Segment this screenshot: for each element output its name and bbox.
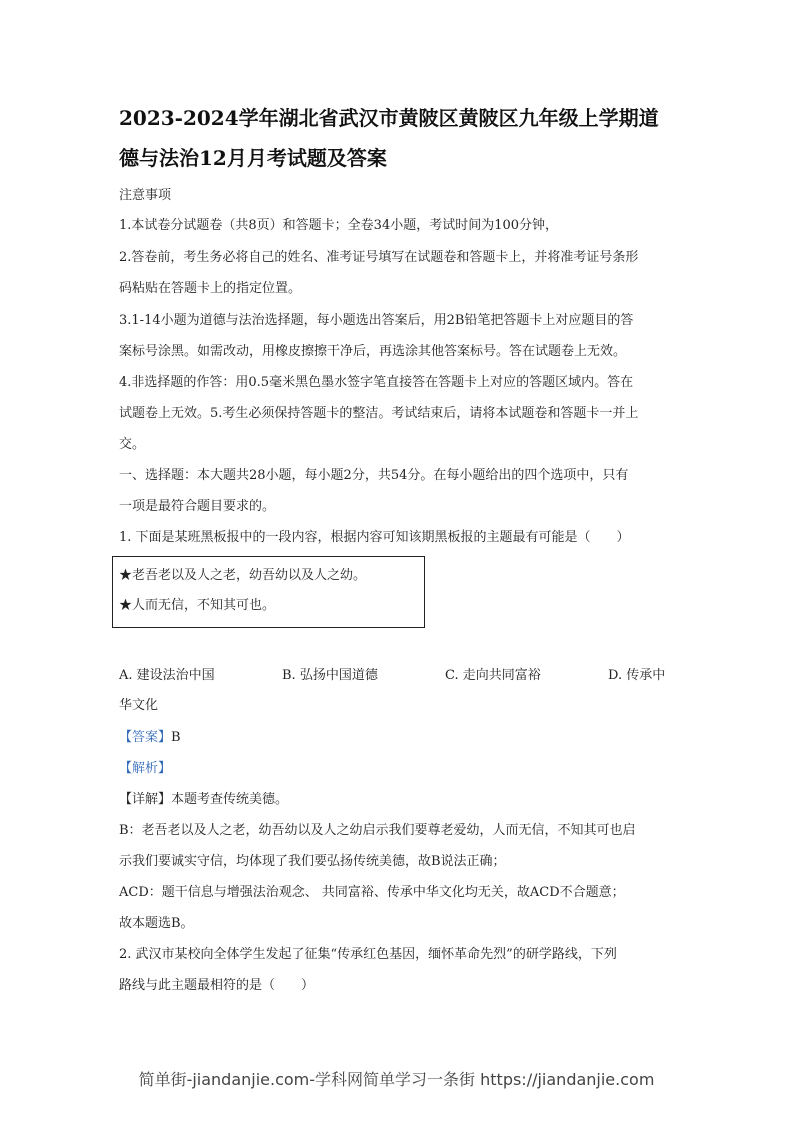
- notice-item: 1.本试卷分试题卷（共8页）和答题卡；全卷34小题，考试时间为100分钟，: [119, 218, 559, 233]
- page-title-line-2: 德与法治12月月考试题及答案: [119, 146, 387, 170]
- notice-heading: 注意事项: [119, 188, 172, 203]
- analysis-label: 【解析】: [119, 761, 172, 776]
- detail-line: 【详解】本题考查传统美德。: [119, 792, 289, 807]
- quote-line: ★人而无信，不知其可也。: [119, 598, 276, 613]
- notice-item: 试题卷上无效。5.考生必须保持答题卡的整洁。考试结束后，请将本试题卷和答题卡一并上: [119, 406, 639, 421]
- option-d: D. 传承中: [608, 668, 666, 683]
- explain-line: B：老吾老以及人之老，幼吾幼以及人之幼启示我们要尊老爱幼，人而无信，不知其可也启: [119, 823, 636, 838]
- explain-line: ACD：题干信息与增强法治观念、 共同富裕、传承中华文化均无关，故ACD不合题意；: [119, 885, 625, 900]
- section-heading-cont: 一项是最符合题目要求的。: [119, 499, 276, 514]
- option-a: A. 建设法治中国: [119, 668, 215, 683]
- explain-line: 故本题选B。: [119, 916, 194, 931]
- notice-item: 3.1-14小题为道德与法治选择题，每小题选出答案后，用2B铅笔把答题卡上对应题目的答: [119, 313, 634, 328]
- page-title-line-1: 2023-2024学年湖北省武汉市黄陂区黄陂区九年级上学期道: [119, 106, 659, 130]
- notice-item: 2.答卷前，考生务必将自己的姓名、准考证号填写在试题卷和答题卡上，并将准考证号条形: [119, 250, 639, 265]
- question-2-stem-cont: 路线与此主题最相符的是（ ）: [119, 978, 315, 993]
- option-d-cont: 华文化: [119, 698, 159, 713]
- explain-line: 示我们要诚实守信，均体现了我们要弘扬传统美德，故B说法正确；: [119, 854, 506, 869]
- notice-item: 交。: [119, 437, 146, 452]
- answer-value: B: [171, 730, 181, 745]
- notice-item: 码粘贴在答题卡上的指定位置。: [119, 281, 302, 296]
- quote-box: [112, 556, 425, 628]
- notice-item: 4.非选择题的作答：用0.5毫米黑色墨水签字笔直接答在答题卡上对应的答题区域内。答在: [119, 375, 634, 390]
- quote-line: ★老吾老以及人之老，幼吾幼以及人之幼。: [119, 568, 367, 583]
- option-b: B. 弘扬中国道德: [282, 668, 378, 683]
- notice-item: 案标号涂黑。如需改动，用橡皮擦擦干净后，再选涂其他答案标号。答在试题卷上无效。: [119, 344, 627, 359]
- question-1-stem: 1. 下面是某班黑板报中的一段内容，根据内容可知该期黑板报的主题最有可能是（ ）: [119, 530, 630, 545]
- option-c: C. 走向共同富裕: [445, 668, 541, 683]
- question-2-stem: 2. 武汉市某校向全体学生发起了征集“传承红色基因，缅怀革命先烈”的研学路线，下列: [119, 947, 617, 962]
- answer-label: 【答案】: [119, 730, 172, 745]
- footer-watermark: 简单街-jiandanjie.com-学科网简单学习一条街 https://jiandanjie.com: [138, 1070, 655, 1089]
- section-heading: 一、选择题：本大题共28小题，每小题2分，共54分。在每小题给出的四个选项中，只有: [119, 468, 629, 483]
- answer-line: [119, 730, 181, 746]
